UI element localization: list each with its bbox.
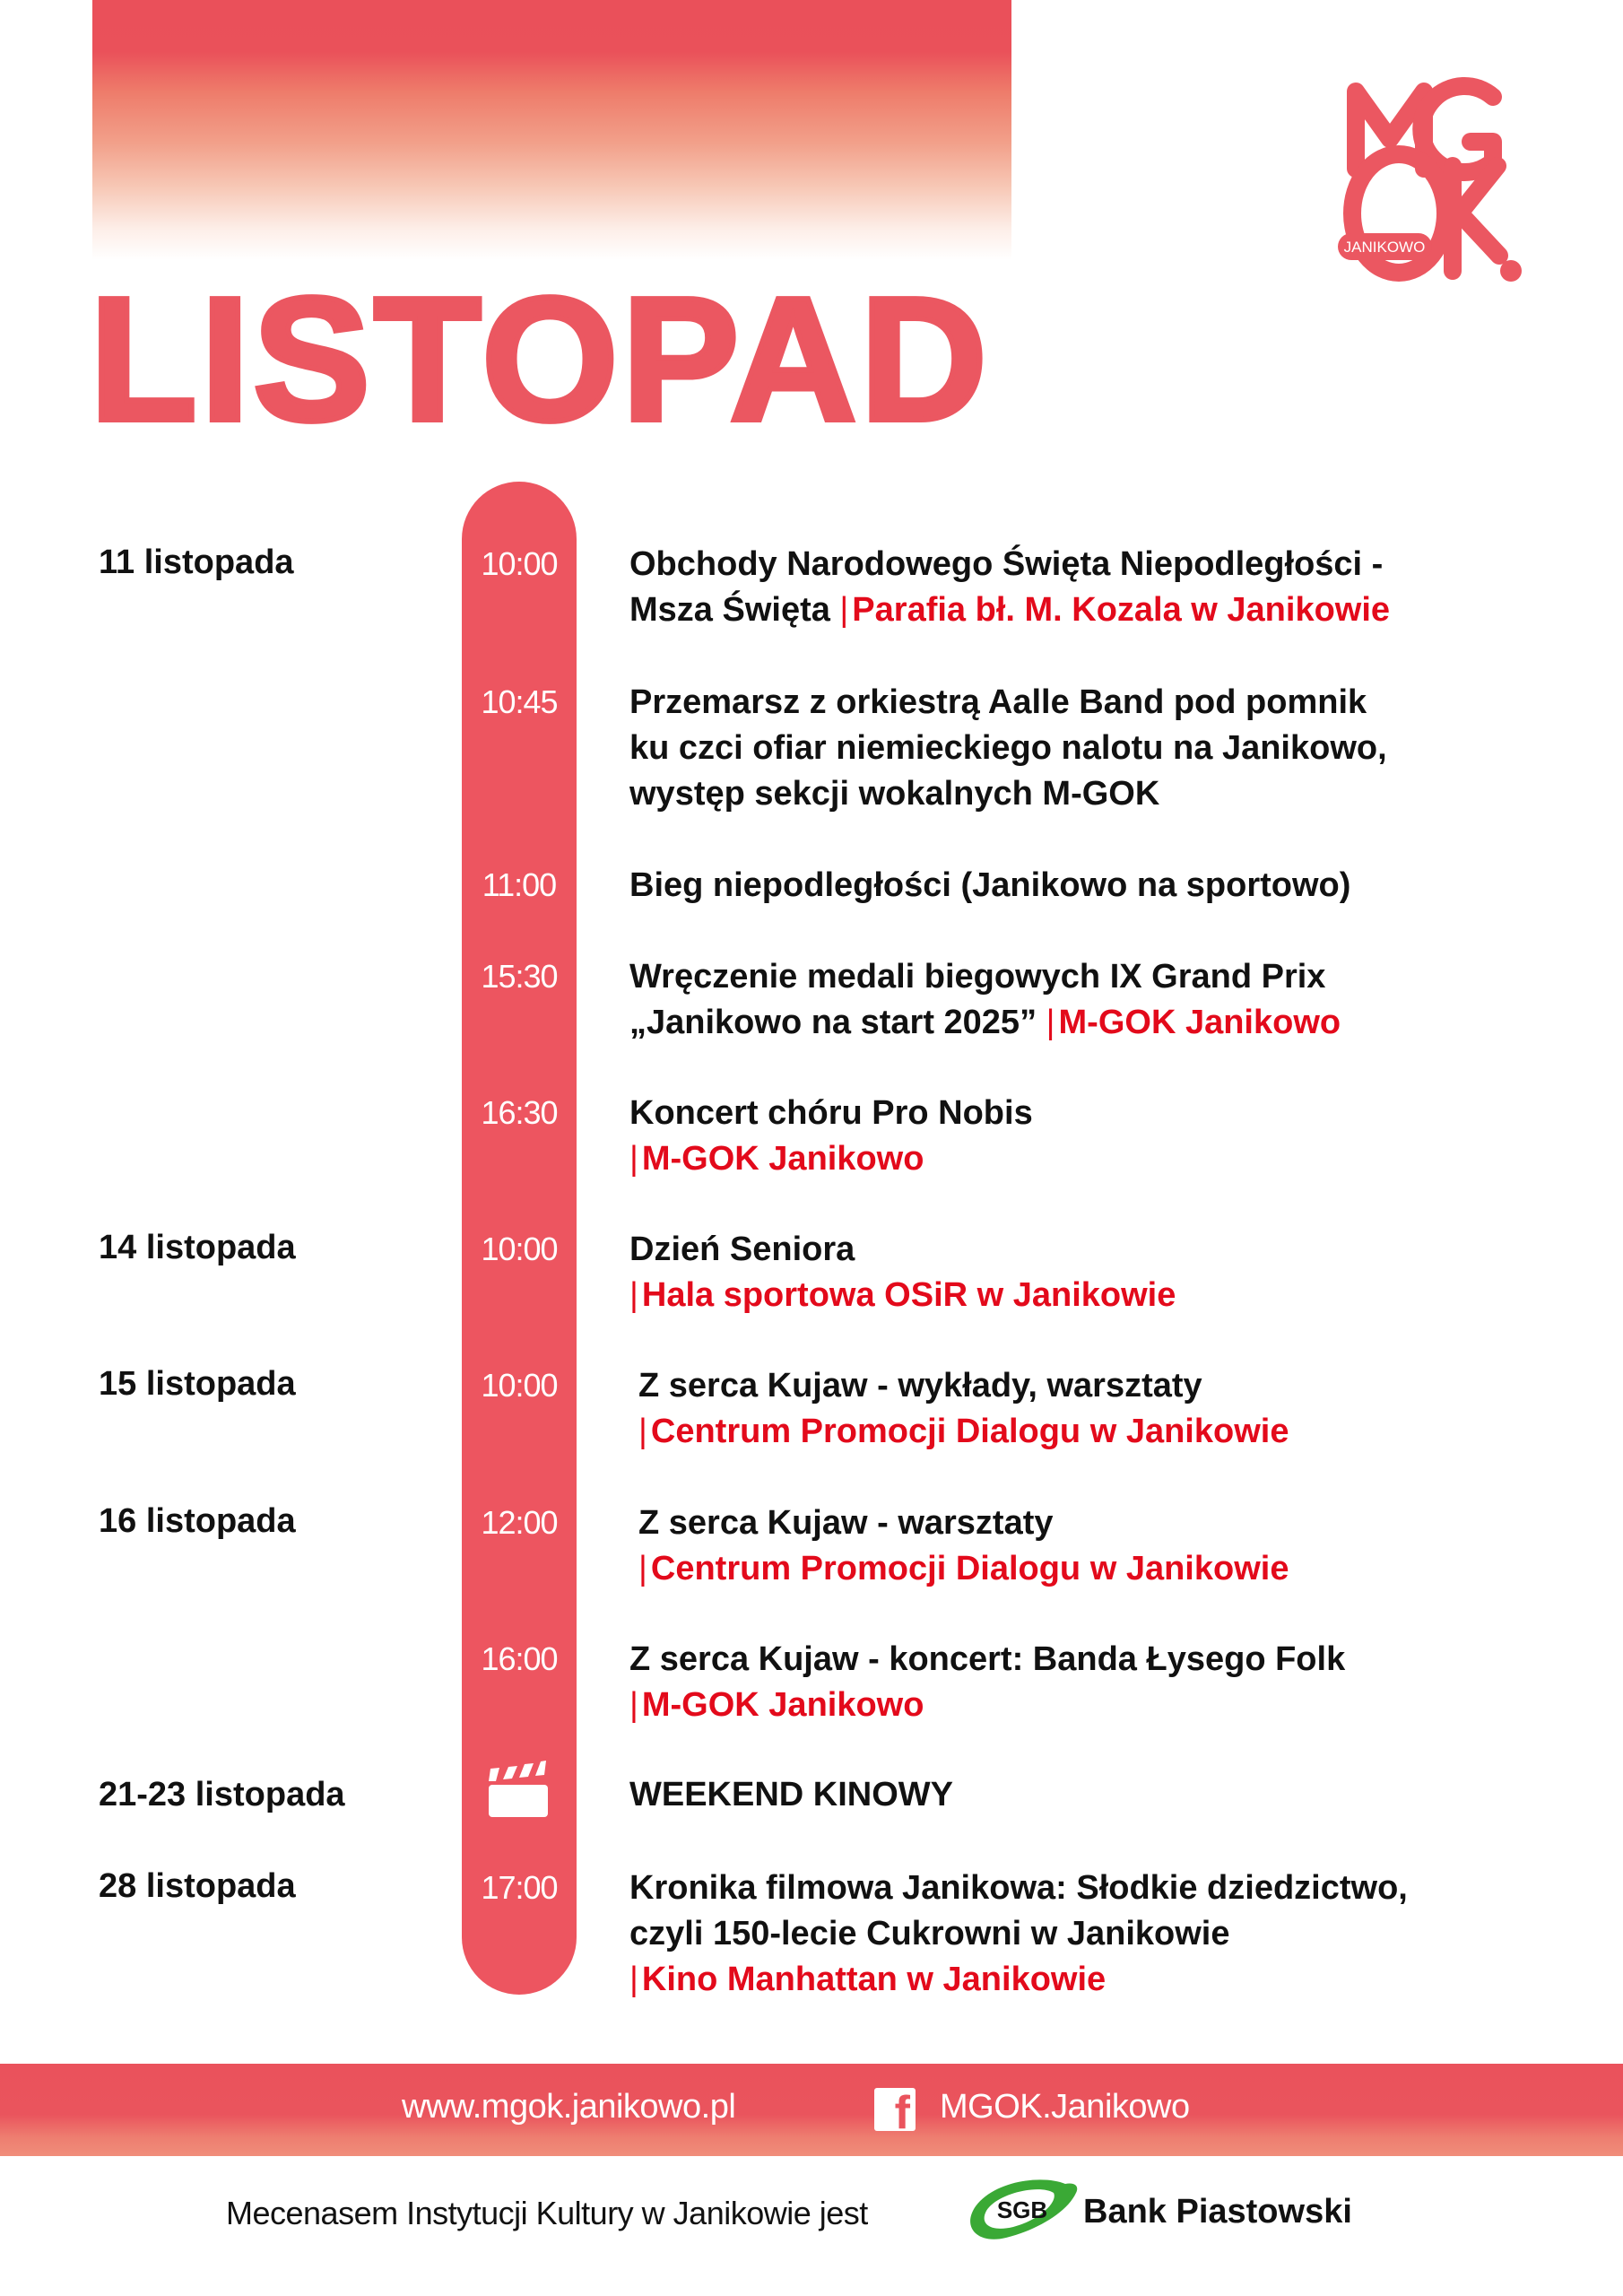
website-link[interactable]: www.mgok.janikowo.pl — [402, 2088, 736, 2126]
event-title-line: Msza Święta — [629, 591, 840, 629]
footer-band — [0, 2064, 1623, 2156]
date-label: 16 listopada — [99, 1502, 296, 1540]
event-venue: M-GOK Janikowo — [1058, 1004, 1341, 1041]
event-title-line: „Janikowo na start 2025” — [629, 1004, 1037, 1041]
event-time: 10:00 — [481, 1231, 558, 1267]
venue-separator: | — [1046, 1004, 1055, 1041]
venue-separator: | — [638, 1413, 647, 1450]
event-item — [629, 863, 1580, 909]
date-label: 28 listopada — [99, 1867, 296, 1905]
event-item — [629, 954, 1580, 1046]
page-title: LISTOPAD — [90, 261, 991, 457]
svg-text:SGB: SGB — [996, 2196, 1048, 2223]
event-time: 16:00 — [481, 1640, 558, 1677]
facebook-handle-link[interactable]: MGOK.Janikowo — [940, 2088, 1190, 2126]
logo-tagline: JANIKOWO — [1343, 239, 1426, 256]
event-title-line: czyli 150-lecie Cukrowni w Janikowie — [629, 1915, 1230, 1952]
event-title-line: ku czci ofiar niemieckiego nalotu na Janikowo, — [629, 729, 1387, 767]
event-item — [629, 1637, 1580, 1728]
event-time: 11:00 — [482, 866, 557, 903]
mgok-logo — [1327, 72, 1542, 287]
event-title-line: Z serca Kujaw - warsztaty — [638, 1504, 1054, 1542]
facebook-icon[interactable]: f — [874, 2088, 916, 2131]
event-venue: Centrum Promocji Dialogu w Janikowie — [650, 1413, 1289, 1450]
event-title-line: występ sekcji wokalnych M-GOK — [629, 775, 1160, 813]
venue-separator: | — [638, 1550, 647, 1587]
event-time: 10:00 — [481, 1367, 558, 1404]
date-label: 11 listopada — [99, 544, 294, 581]
event-venue: Kino Manhattan w Janikowie — [641, 1961, 1107, 1998]
event-time: 16:30 — [481, 1094, 558, 1131]
date-label: 21-23 listopada — [99, 1776, 345, 1813]
event-venue: M-GOK Janikowo — [641, 1140, 924, 1178]
venue-separator: | — [629, 1686, 638, 1724]
date-label: 14 listopada — [99, 1229, 296, 1266]
sgb-bank-logo — [959, 2175, 1085, 2247]
event-title-line: Kronika filmowa Janikowa: Słodkie dziedzictwo, — [629, 1869, 1408, 1907]
event-item — [629, 1227, 1580, 1318]
event-title-line: Wręczenie medali biegowych IX Grand Prix — [629, 958, 1326, 996]
event-item — [629, 1772, 1580, 1818]
event-item — [638, 1363, 1589, 1455]
event-time: 10:45 — [481, 683, 558, 720]
event-venue: M-GOK Janikowo — [641, 1686, 924, 1724]
event-item — [629, 680, 1580, 817]
event-title-line: Przemarsz z orkiestrą Aalle Band pod pomnik — [629, 683, 1367, 721]
date-label: 15 listopada — [99, 1365, 296, 1403]
event-item — [638, 1500, 1589, 1592]
event-time: 12:00 — [481, 1504, 558, 1541]
venue-separator: | — [629, 1961, 638, 1998]
event-title-line: Z serca Kujaw - wykłady, warsztaty — [638, 1367, 1202, 1405]
event-venue: Hala sportowa OSiR w Janikowie — [641, 1276, 1176, 1314]
event-time: 10:00 — [481, 545, 558, 582]
venue-separator: | — [629, 1140, 638, 1178]
venue-separator: | — [839, 591, 849, 629]
event-title-line: WEEKEND KINOWY — [629, 1776, 953, 1813]
sponsor-text: Mecenasem Instytucji Kultury w Janikowie jest — [226, 2195, 868, 2231]
venue-separator: | — [629, 1276, 638, 1314]
clapperboard-icon — [487, 1756, 550, 1819]
event-time: 15:30 — [481, 958, 558, 995]
event-item — [629, 542, 1580, 633]
event-item — [629, 1091, 1580, 1182]
event-title-line: Obchody Narodowego Święta Niepodległości - — [629, 545, 1384, 583]
event-time: 17:00 — [481, 1869, 558, 1906]
event-title-line: Bieg niepodległości (Janikowo na sportowo) — [629, 866, 1351, 904]
event-venue: Parafia bł. M. Kozala w Janikowie — [852, 591, 1391, 629]
event-title-line: Koncert chóru Pro Nobis — [629, 1094, 1033, 1132]
sponsor-bank-name: Bank Piastowski — [1083, 2193, 1352, 2231]
event-title-line: Dzień Seniora — [629, 1231, 855, 1268]
header-gradient-block — [92, 0, 1011, 260]
event-item — [629, 1866, 1580, 2003]
event-title-line: Z serca Kujaw - koncert: Banda Łysego Folk — [629, 1640, 1346, 1678]
event-venue: Centrum Promocji Dialogu w Janikowie — [650, 1550, 1289, 1587]
